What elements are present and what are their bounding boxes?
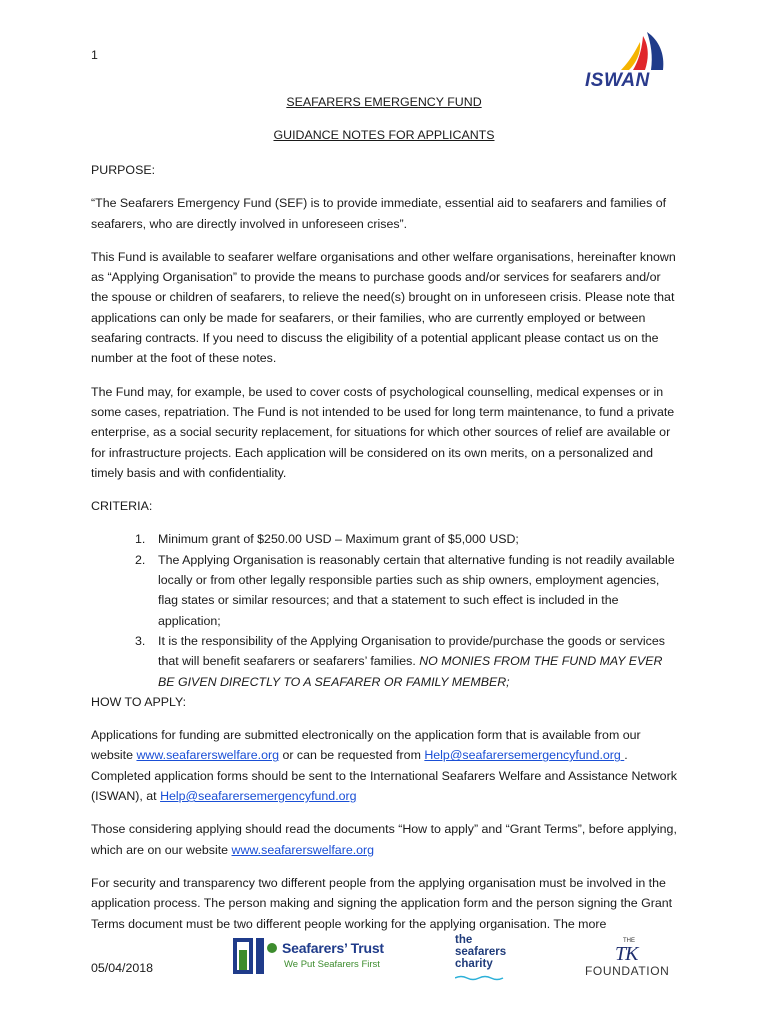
iswan-logo (585, 26, 685, 96)
trust-name: Seafarers’ Trust (282, 940, 384, 956)
how-to-apply-heading: HOW TO APPLY: (91, 694, 187, 709)
purpose-heading: PURPOSE: (91, 163, 156, 177)
apply-paragraph-3: For security and transparency two different people from the applying organisation must be involved in the application process. The person making and signing the application form and the person signing the Grant Terms document must be two different people working for the applying organisation. The more (91, 875, 673, 931)
help-email-link-2[interactable]: Help@seafarersemergencyfund.org (160, 789, 357, 804)
purpose-paragraph-2: This Fund is available to seafarer welfare organisations and other welfare organisations, hereinafter known as “Applying Organisation” to provide the means to purchase goods and/or services for seafarers and/or the spouse or children of seafarers, to relieve the need(s) brought on in unforeseen crisis. Please note that applications can only be made for seafarers, or their families, who are currently employed or between seafaring contracts. If you need to discuss the eligibility of a potential applicant please contact us on the number at the foot of these notes. (91, 249, 676, 366)
apply-paragraph-2: Those considering applying should read the documents “How to apply” and “Grant Terms”, before applying, which are on our website www.seafarerswelfare.org (91, 822, 677, 857)
purpose-paragraph-1: “The Seafarers Emergency Fund (SEF) is to provide immediate, essential aid to seafarers and families of seafarers, who are directly involved in unforeseen crises”. (91, 196, 667, 231)
wave-icon (455, 975, 505, 981)
criteria-list (91, 529, 681, 691)
trust-tagline: We Put Seafarers First (284, 959, 380, 970)
iswan-wordmark: ISWAN (585, 70, 650, 91)
help-email-link[interactable]: Help@seafarersemergencyfund.org (424, 748, 625, 763)
footer-date: 05/04/2018 (91, 961, 154, 975)
criteria-emphasis: NO MONIES FROM THE FUND MAY EVER BE GIVEN DIRECTLY TO A SEAFARER OR FAMILY MEMBER; (158, 654, 663, 689)
list-item: 1. Minimum grant of $250.00 USD – Maximum grant of $5,000 USD; (135, 532, 519, 547)
list-item: 2. The Applying Organisation is reasonably certain that alternative funding is not readily available locally or from other legally responsible parties such as ship owners, employment agencies, flag states or similar resources; and that a statement to such effect is included in the application; (135, 552, 675, 628)
list-item: 3. It is the responsibility of the Applying Organisation to provide/purchase the goods or services that will benefit seafarers or seafarers’ families. NO MONIES FROM THE FUND MAY EVER BE GIVEN DIRECTLY TO A SEAFARER OR FAMILY MEMBER; (135, 633, 665, 689)
sail-icon (585, 26, 685, 76)
page-number: 1 (91, 48, 98, 62)
fund-title: SEAFARERS EMERGENCY FUND (286, 95, 482, 109)
guidance-title: GUIDANCE NOTES FOR APPLICANTS (273, 128, 495, 142)
tk-foundation-logo: THE TK FOUNDATION (585, 938, 670, 978)
trust-emblem-icon (232, 936, 278, 976)
seafarers-trust-logo (232, 936, 382, 978)
apply-paragraph-1: Applications for funding are submitted electronically on the application form that is available from our website www.seafarerswelfare.org or can be requested from Help@seafarersemergencyfund.org . Completed application forms should be sent to the International Seafarers Welfare and Assistance Network (ISWAN), at Help@seafarersemergencyfund.org (91, 728, 677, 804)
document-body (91, 160, 681, 947)
tk-foundation-text: FOUNDATION (585, 964, 670, 978)
criteria-heading: CRITERIA: (91, 499, 153, 514)
website-link-2[interactable]: www.seafarerswelfare.org (231, 842, 375, 857)
tk-monogram: TK (615, 943, 638, 965)
purpose-paragraph-3: The Fund may, for example, be used to cover costs of psychological counselling, medical expenses or in some cases, repatriation. The Fund is not intended to be used for long term maintenance, to fund a private enterprise, as a social security replacement, for situations for which other sources of relief are available or for infrastructure projects. Each application will be considered on its own merits, on a personalized and timely basis and with confidentiality. (91, 384, 675, 480)
seafarers-charity-logo: the seafarers charity (455, 934, 515, 976)
website-link[interactable]: www.seafarerswelfare.org (136, 748, 280, 763)
